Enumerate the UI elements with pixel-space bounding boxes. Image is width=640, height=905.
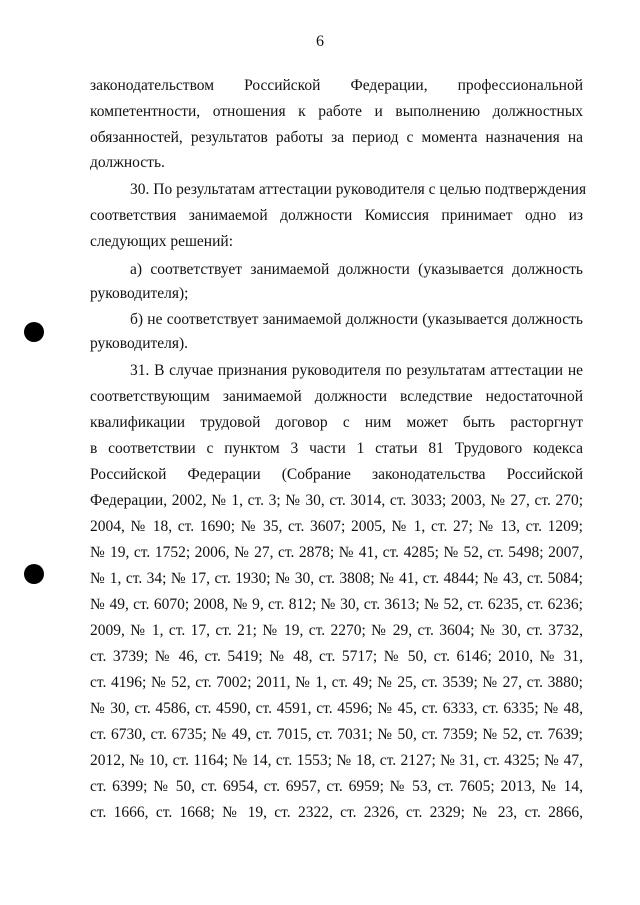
text-line: № 19, ст. 1752; 2006, № 27, ст. 2878; № 41, ст. 4285; № 52, ст. 5498; 2007, — [90, 544, 583, 561]
text-line: 2012, № 10, ст. 1164; № 14, ст. 1553; № 18, ст. 2127; № 31, ст. 4325; № 47, — [90, 752, 583, 769]
text-line: компетентности, отношения к работе и выполнению должностных — [90, 103, 583, 120]
text-line: руководителя); — [90, 285, 189, 302]
text-line: ст. 3739; № 46, ст. 5419; № 48, ст. 5717; № 50, ст. 6146; 2010, № 31, — [90, 648, 583, 665]
text-line: ст. 4196; № 52, ст. 7002; 2011, № 1, ст. 49; № 25, ст. 3539; № 27, ст. 3880; — [90, 674, 583, 691]
text-line: соответствия занимаемой должности Комиссия принимает одно из — [90, 207, 583, 224]
text-line: 30. По результатам аттестации руководителя с целью подтверждения — [130, 181, 587, 198]
text-line: ст. 6730, ст. 6735; № 49, ст. 7015, ст. 7031; № 50, ст. 7359; № 52, ст. 7639; — [90, 726, 583, 743]
text-line: должность. — [90, 154, 165, 171]
text-line: 2004, № 18, ст. 1690; № 35, ст. 3607; 2005, № 1, ст. 27; № 13, ст. 1209; — [90, 518, 583, 535]
text-line: № 1, ст. 34; № 17, ст. 1930; № 30, ст. 3808; № 41, ст. 4844; № 43, ст. 5084; — [90, 570, 583, 587]
text-line: ст. 1666, ст. 1668; № 19, ст. 2322, ст. 2326, ст. 2329; № 23, ст. 2866, — [90, 804, 583, 821]
text-line: б) не соответствует занимаемой должности (указывается должность — [130, 311, 583, 328]
text-line: в соответствии с пунктом 3 части 1 статьи 81 Трудового кодекса — [90, 440, 583, 457]
text-line: следующих решений: — [90, 233, 233, 250]
text-line: Российской Федерации (Собрание законодательства Российской — [90, 466, 583, 483]
text-line: обязанностей, результатов работы за период с момента назначения на — [90, 129, 583, 146]
text-line: соответствующим занимаемой должности вследствие недостаточной — [90, 388, 583, 405]
text-line: а) соответствует занимаемой должности (указывается должность — [130, 261, 583, 278]
text-line: законодательством Российской Федерации, профессиональной — [90, 77, 583, 94]
text-line: 2009, № 1, ст. 17, ст. 21; № 19, ст. 2270; № 29, ст. 3604; № 30, ст. 3732, — [90, 622, 583, 639]
text-line: ст. 6399; № 50, ст. 6954, ст. 6957, ст. 6959; № 53, ст. 7605; 2013, № 14, — [90, 778, 583, 795]
text-line: Федерации, 2002, № 1, ст. 3; № 30, ст. 3014, ст. 3033; 2003, № 27, ст. 270; — [90, 492, 583, 509]
text-line: № 30, ст. 4586, ст. 4590, ст. 4591, ст. 4596; № 45, ст. 6333, ст. 6335; № 48, — [90, 700, 583, 717]
text-line: руководителя). — [90, 335, 189, 352]
text-line: 31. В случае признания руководителя по результатам аттестации не — [130, 362, 583, 379]
text-line: № 49, ст. 6070; 2008, № 9, ст. 812; № 30, ст. 3613; № 52, ст. 6235, ст. 6236; — [90, 596, 583, 613]
text-line: квалификации трудовой договор с ним может быть расторгнут — [90, 414, 583, 431]
page-number: 6 — [316, 33, 324, 50]
